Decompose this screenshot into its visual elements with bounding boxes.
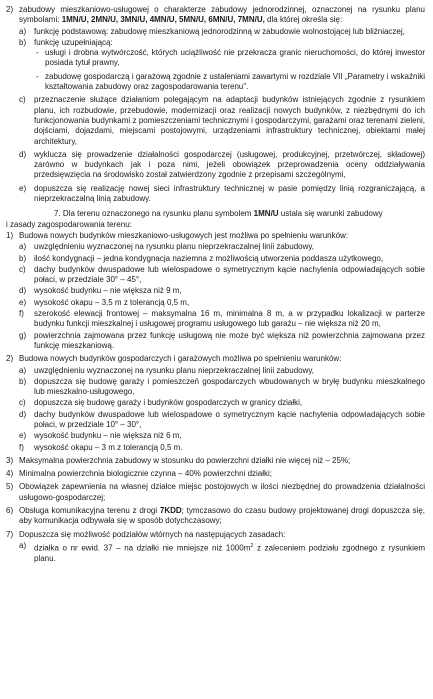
list-item-b (19, 377, 425, 398)
paragraph-text: Obowiązek zapewnienia na własnej działce miejsc postojowych w ilości niezbędnej do prowadzenia działalności usługowo-gospodarczej; (19, 482, 425, 502)
item-letter: c) (19, 398, 26, 408)
item-text: dopuszcza się realizację nowej sieci infrastruktury technicznej w pasie pomiędzy linią rozgraniczającą, a nieprzekraczalną linią zabudowy. (34, 183, 425, 204)
dash-item (36, 48, 425, 69)
paragraph-text: zabudowy mieszkaniowo-usługowej o charakterze zabudowy jednorodzinnej, oznaczonej na rysunku planu symbolami: 1MN/U, 2MN/U, 3MN/U, 4MN/U, 5MN/U, 6MN/U, 7MN/U, dla której określa się: (19, 5, 425, 25)
item-letter: b) (19, 37, 27, 47)
item-text: wysokość okapu – 3 m z tolerancją 0,5 m. (34, 442, 183, 452)
paragraph-number: 6) (6, 506, 14, 516)
item-text: wysokość budynku – nie większa niż 6 m, (34, 431, 182, 441)
paragraph-number: 7) (6, 529, 14, 539)
item-text: uwzględnieniu wyznaczonej na rysunku planu nieprzekraczalnej linii zabudowy, (34, 365, 315, 375)
item-letter: a) (19, 540, 27, 550)
item-letter: c) (19, 95, 26, 105)
list-item-c (19, 95, 425, 146)
item-letter: a) (19, 365, 27, 375)
section-heading: 7. Dla terenu oznaczonego na rysunku planu symbolem 1MN/U ustala się warunki zabudowy (54, 209, 383, 219)
list-item-b (19, 254, 425, 264)
paragraph-text: Minimalna powierzchnia biologicznie czynna – 40% powierzchni działki; (19, 469, 273, 479)
section-heading-continued: i zasady zagospodarowania terenu: (6, 219, 132, 229)
paragraph-2 (6, 5, 425, 26)
dash-text: usługi i drobna wytwórczość, których uciążliwość nie przekracza granic nieruchomości, do której inwestor posiada tytuł prawny, (45, 48, 425, 68)
item-letter: d) (19, 286, 27, 296)
zone-symbol: 1MN/U (253, 209, 279, 219)
item-text: wysokość budynku – nie większa niż 9 m, (34, 286, 182, 296)
item-text: funkcję uzupełniającą: (34, 37, 113, 47)
item-text: przeznaczenie służące działaniom polegającym na adaptacji budynków istniejących zgodnie z rysunkiem planu, ich rozbudowie, przebudowie, modernizacji oraz realizacji nowych budynków, z niezbędnymi do ich funkcjonowania budynkami z pomieszczeniami technicznymi i gospodarczymi, garażami oraz terenami zieleni, dojściami, dojazdami, miejscami postojowymi, urządzeniami infrastruktury technicznej, obiektami małej architektury, (34, 95, 425, 146)
road-symbol: 7KDD (159, 506, 182, 516)
paragraph-number: 5) (6, 482, 14, 492)
dash-bullet: - (36, 48, 39, 58)
list-item-e (19, 298, 425, 308)
list-item-a (19, 366, 425, 376)
item-letter: b) (19, 253, 27, 263)
item-text: powierzchnia zajmowana przez funkcję usługową nie może być większa niż powierzchnia zajmowana przez funkcję mieszkaniową. (34, 330, 425, 350)
list-item-b (19, 38, 425, 48)
item-letter: g) (19, 330, 27, 340)
item-letter: f) (19, 442, 24, 452)
paragraph-2 (6, 354, 425, 364)
item-text: dachy budynków dwuspadowe lub wielospadowe o symetrycznym kącie nachylenia odpowiadających sobie połaci, w przedziale 30° – 45°, (34, 264, 425, 285)
list-item-d (19, 410, 425, 431)
paragraph-6 (6, 506, 425, 527)
item-text: dachy budynków dwuspadowe lub wielospadowe o symetrycznym kącie nachylenia odpowiadających sobie połaci, w przedziale 10° – 30°, (34, 409, 425, 429)
item-text: dopuszcza się budowę garaży i pomieszczeń gospodarczych wbudowanych w bryłę budynku mieszkalnego lub mieszkalno-usługowego, (34, 376, 425, 397)
list-item-d (19, 286, 425, 296)
item-letter: e) (19, 297, 27, 307)
paragraph-text: Obsługa komunikacyjna terenu z drogi 7KDD; tymczasowo do czasu budowy projektowanej drogi dopuszcza się, aby komunikacja odbywała się w sposób dotychczasowy; (19, 506, 426, 526)
paragraph-text: Budowa nowych budynków mieszkaniowo-usługowych jest możliwa po spełnieniu warunków: (19, 230, 349, 240)
item-letter: a) (19, 26, 27, 36)
item-text: funkcję podstawową: zabudowę mieszkaniową jednorodzinną w zabudowie wolnostojącej lub bliźniaczej, (34, 26, 405, 36)
list-item-f (19, 309, 425, 330)
item-text: szerokość elewacji frontowej – maksymalna 16 m, minimalna 8 m, a w przypadku lokalizacji w parterze budynku funkcji mieszkalnej i usługowej programu usługowego lub garażu – nie większa niż 20 m, (34, 309, 425, 329)
list-item-g (19, 331, 425, 352)
dash-item (36, 72, 425, 93)
item-letter: d) (19, 149, 27, 159)
paragraph-text: Maksymalna powierzchnia zabudowy w stosunku do powierzchni działki nie więcej niż – 25%; (19, 455, 351, 465)
item-letter: c) (19, 264, 26, 274)
item-letter: b) (19, 376, 27, 386)
item-text: wysokość okapu – 3,5 m z tolerancją 0,5 m, (34, 297, 190, 307)
section-7 (6, 209, 425, 230)
item-letter: a) (19, 242, 27, 252)
paragraph-1 (6, 231, 425, 241)
item-letter: f) (19, 309, 24, 319)
list-item-c (19, 398, 425, 408)
list-item-e (19, 431, 425, 441)
paragraph-number: 3) (6, 455, 14, 465)
paragraph-number: 2) (6, 5, 14, 14)
item-text: dopuszcza się budowę garaży i budynków gospodarczych w granicy działki, (34, 398, 303, 408)
paragraph-number: 1) (6, 230, 14, 240)
zone-symbols: 1MN/U, 2MN/U, 3MN/U, 4MN/U, 5MN/U, 6MN/U, 7MN/U, (61, 15, 265, 25)
item-text: uwzględnieniu wyznaczonej na rysunku planu nieprzekraczalnej linii zabudowy, (34, 242, 315, 252)
list-item-a (19, 242, 425, 252)
list-item-d (19, 150, 425, 181)
paragraph-7 (6, 530, 425, 540)
item-text: wyklucza się prowadzenie działalności gospodarczej (usługowej, produkcyjnej, przetwórczej, składowej) zarówno w budynkach jak i poza nimi, jeżeli obowiązek przeprowadzenia oceny oddziaływania przedsięwzięcia na środowisko został zatwierdzony zgodnie z przepisami szczególnymi, (34, 149, 425, 180)
item-letter: e) (19, 431, 27, 441)
list-item-a (19, 27, 425, 37)
item-letter: d) (19, 409, 27, 419)
item-text: działka o nr ewid. 37 – na działki nie mniejsze niż $1000m^2$ z zaleceniem podziału zgodnego z rysunkiem planu. (34, 542, 425, 563)
paragraph-number: 2) (6, 354, 14, 364)
paragraph-text: Dopuszcza się możliwość podziałów wtórnych na następujących zasadach: (19, 529, 286, 539)
item-letter: e) (19, 183, 27, 193)
list-item-e (19, 184, 425, 205)
paragraph-number: 4) (6, 469, 14, 479)
dash-text: zabudowę gospodarczą i garażową zgodnie z ustaleniami zawartymi w rozdziale VII „Parametry i wskaźniki kształtowania zabudowy oraz zagospodarowania terenu". (45, 71, 425, 92)
list-item-a (19, 541, 425, 564)
item-text: ilość kondygnacji – jedna kondygnacja naziemna z możliwością utworzenia poddasza użytkowego, (34, 253, 384, 263)
list-item-c (19, 265, 425, 286)
paragraph-4 (6, 469, 425, 479)
paragraph-5 (6, 482, 425, 503)
paragraph-text: Budowa nowych budynków gospodarczych i garażowych możliwa po spełnieniu warunków: (19, 354, 342, 364)
paragraph-3 (6, 456, 425, 466)
list-item-f (19, 443, 425, 453)
dash-bullet: - (36, 71, 39, 81)
